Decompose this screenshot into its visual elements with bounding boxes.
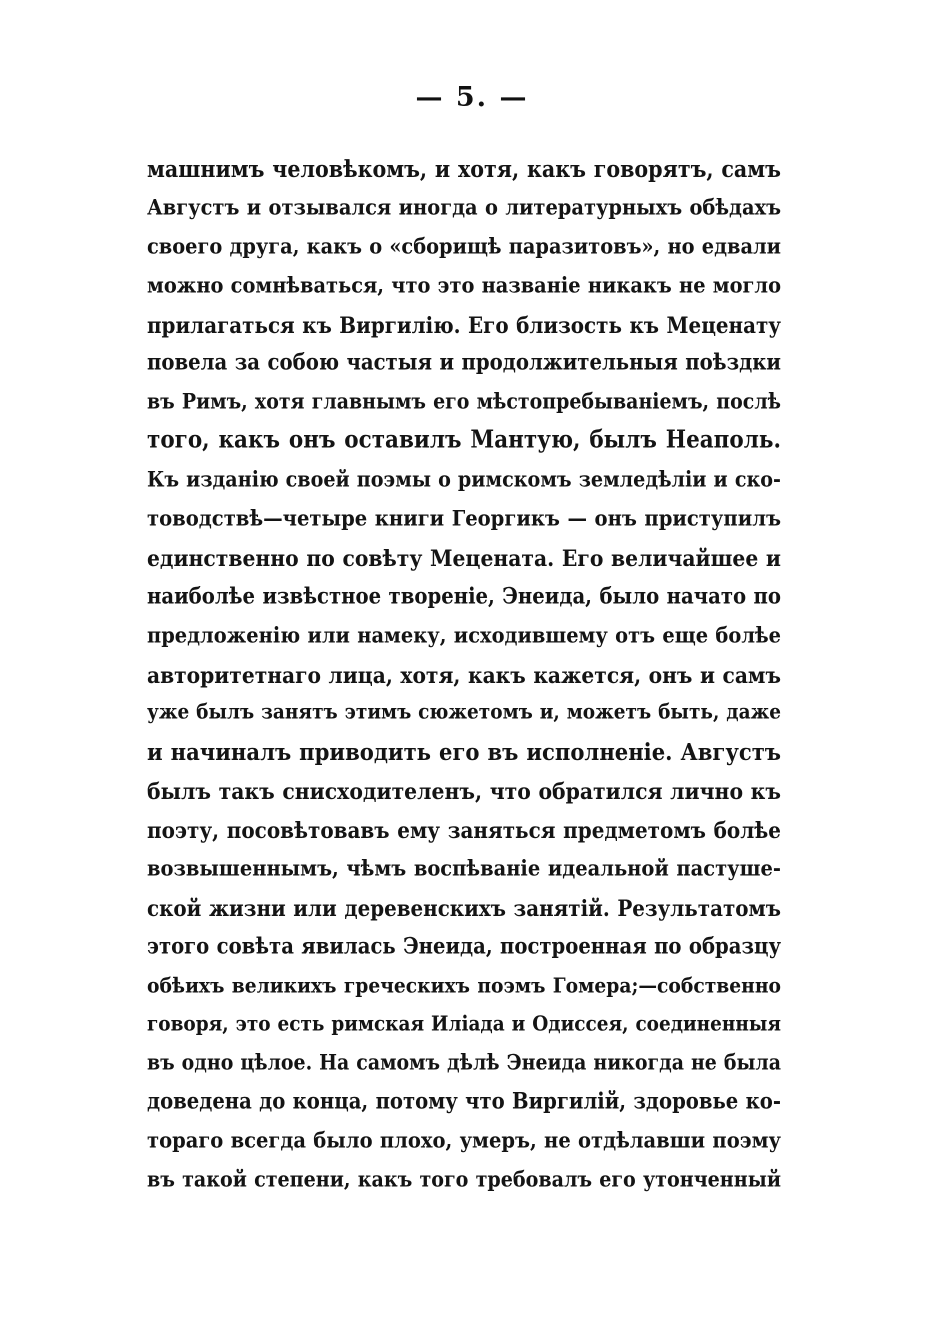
text-line: можно сомнѣваться, что это названіе никакъ не могло [147, 272, 781, 298]
text-line: говоря, это есть римская Иліада и Одиссея, соединенныя [147, 1012, 781, 1036]
text-line: прилагаться къ Виргилію. Его близость къ Меценату [147, 311, 781, 338]
text-line: авторитетнаго лица, хотя, какъ кажется, онъ и самъ [147, 661, 781, 688]
text-line: единственно по совѣту Мецената. Его величайшее и [147, 544, 781, 572]
text-line: и начиналъ приводить его въ исполненіе. Августъ [147, 737, 781, 766]
text-line: повела за собою частыя и продолжительныя поѣздки [147, 349, 781, 376]
page-number: — 5. — [415, 82, 529, 113]
text-line: своего друга, какъ о «сборищѣ паразитовъ», но едвали [147, 233, 781, 260]
text-line: товодствѣ—четыре книги Георгикъ — онъ приступилъ [147, 505, 781, 532]
text-line: ской жизни или деревенскихъ занятій. Результатомъ [147, 894, 781, 922]
text-line: предложенію или намеку, исходившему отъ еще болѣе [147, 622, 781, 648]
body-text [147, 150, 781, 1200]
text-line: того, какъ онъ оставилъ Мантую, былъ Неаполь. [147, 426, 781, 455]
text-line: въ Римъ, хотя главнымъ его мѣстопребываніемъ, послѣ [147, 389, 781, 415]
text-line: тораго всегда было плохо, умеръ, не отдѣлавши поэму [147, 1127, 781, 1154]
text-line: наиболѣе извѣстное твореніе, Энеида, было начато по [147, 583, 781, 610]
text-line: Къ изданію своей поэмы о римскомъ земледѣліи и ско- [147, 466, 781, 493]
text-line: Августъ и отзывался иногда о литературныхъ обѣдахъ [147, 194, 781, 221]
text-line: обѣихъ великихъ греческихъ поэмъ Гомера;—собственно [147, 973, 781, 998]
text-line: уже былъ занятъ этимъ сюжетомъ и, можетъ быть, даже [147, 701, 781, 725]
text-line: былъ такъ снисходителенъ, что обратился лично къ [147, 777, 781, 805]
text-line: доведена до конца, потому что Виргилій, здоровье ко- [147, 1088, 781, 1115]
text-line: этого совѣта явилась Энеида, построенная по образцу [147, 933, 781, 960]
text-line: машнимъ человѣкомъ, и хотя, какъ говорятъ, самъ [147, 155, 781, 183]
text-line: поэту, посовѣтовавъ ему заняться предметомъ болѣе [147, 816, 781, 844]
text-line: въ такой степени, какъ того требовалъ его утонченный [147, 1166, 781, 1193]
text-line: въ одно цѣлое. На самомъ дѣлѣ Энеида никогда не была [147, 1051, 781, 1076]
text-line: возвышеннымъ, чѣмъ воспѣваніе идеальной пастуше- [147, 855, 781, 882]
